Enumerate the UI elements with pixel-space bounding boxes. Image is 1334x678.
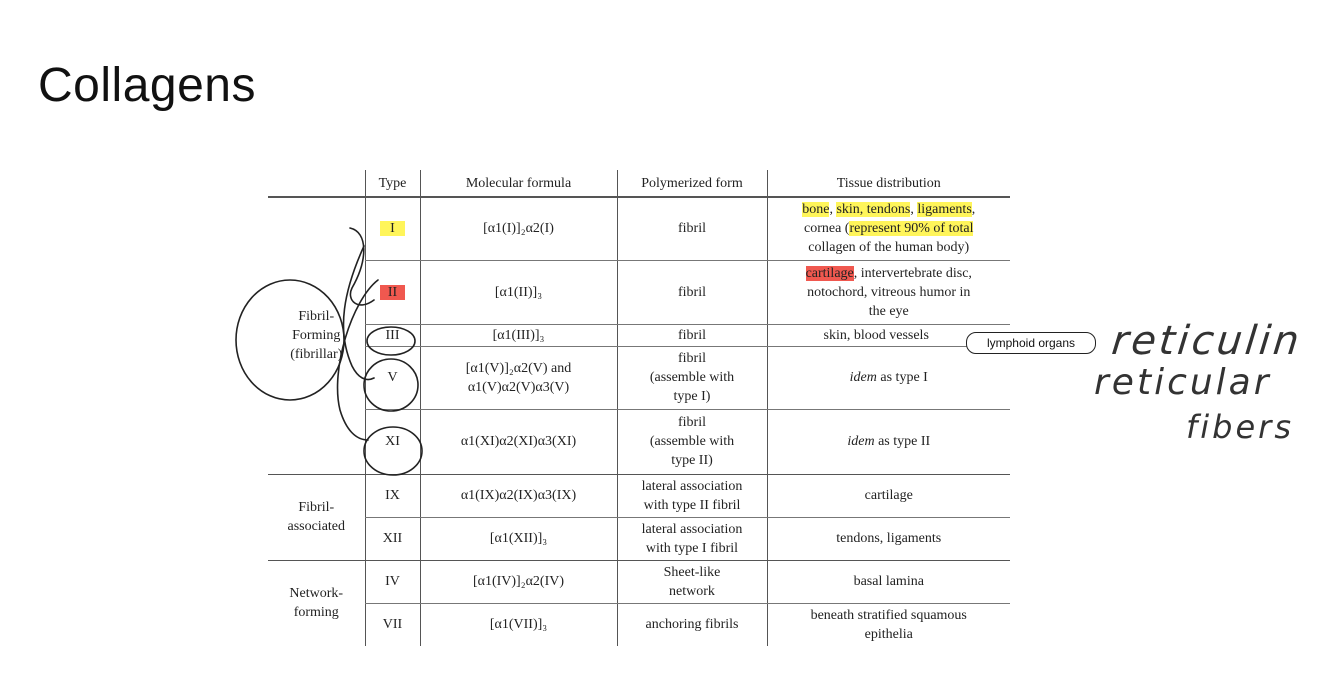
form-cell: lateral association with type II fibril <box>617 474 767 517</box>
formula-cell: [α1(III)]₃ <box>420 324 617 346</box>
formula-cell: [α1(VII)]₃ <box>420 603 617 646</box>
slide-title: Collagens <box>38 59 256 112</box>
formula-cell: [α1(XII)]₃ <box>420 517 617 560</box>
type-cell: V <box>365 346 420 409</box>
formula-cell: [α1(I)]₂α2(I) <box>420 197 617 260</box>
formula-cell: α1(XI)α2(XI)α3(XI) <box>420 409 617 474</box>
lymphoid-organs-callout: lymphoid organs <box>966 332 1096 354</box>
header-tissue-distribution: Tissue distribution <box>767 170 1010 197</box>
type-cell: III <box>365 324 420 346</box>
tissue-cell: beneath stratified squamous epithelia <box>767 603 1010 646</box>
type-cell: XII <box>365 517 420 560</box>
handwritten-reticulin: reticulin <box>1109 318 1305 364</box>
ink-circle-category <box>236 280 344 400</box>
tissue-cell: skin, blood vessels <box>767 324 1010 346</box>
handwritten-reticular: reticular <box>1094 362 1272 403</box>
form-cell: fibril <box>617 197 767 260</box>
formula-cell: [α1(IV)]₂α2(IV) <box>420 560 617 603</box>
formula-cell: [α1(II)]₃ <box>420 260 617 324</box>
type-cell: XI <box>365 409 420 474</box>
tissue-cell: idem as type II <box>767 409 1010 474</box>
ink-arrow-ii-v <box>343 246 374 380</box>
form-cell: lateral association with type I fibril <box>617 517 767 560</box>
tissue-cell: cartilage, intervertebrate disc, notochord, vitreous humor in the eye <box>767 260 1010 324</box>
type-cell: IX <box>365 474 420 517</box>
tissue-cell: basal lamina <box>767 560 1010 603</box>
form-cell: fibril <box>617 324 767 346</box>
category-fibril-associated: Fibril- associated <box>268 474 365 560</box>
ink-circle-type-xi <box>364 427 422 475</box>
type-cell: I <box>365 197 420 260</box>
category-network-forming: Network- forming <box>289 586 344 621</box>
form-cell: fibril <box>617 260 767 324</box>
type-cell: II <box>365 260 420 324</box>
header-polymerized-form: Polymerized form <box>617 170 767 197</box>
form-cell: anchoring fibrils <box>617 603 767 646</box>
formula-cell: [α1(V)]₂α2(V) and α1(V)α2(V)α3(V) <box>420 346 617 409</box>
formula-cell: α1(IX)α2(IX)α3(IX) <box>420 474 617 517</box>
tissue-cell: cartilage <box>767 474 1010 517</box>
form-cell: fibril (assemble with type I) <box>617 346 767 409</box>
tissue-cell: tendons, ligaments <box>767 517 1010 560</box>
tissue-cell: bone, skin, tendons, ligaments, cornea (represent 90% of total collagen of the human body) <box>767 197 1010 260</box>
type-cell: VII <box>365 603 420 646</box>
form-cell: Sheet-like network <box>617 560 767 603</box>
header-type: Type <box>365 170 420 197</box>
type-cell: IV <box>365 560 420 603</box>
handwritten-fibers: fibers <box>1186 408 1294 446</box>
ink-circle-type-v <box>364 359 418 411</box>
category-fibril-forming: Fibril- Forming (fibrillar) <box>268 197 365 474</box>
tissue-cell: idem as type I <box>767 346 1010 409</box>
ink-circle-type-iii <box>367 327 415 355</box>
ink-arrow-i-ii <box>350 228 374 305</box>
header-molecular-formula: Molecular formula <box>420 170 617 197</box>
form-cell: fibril (assemble with type II) <box>617 409 767 474</box>
